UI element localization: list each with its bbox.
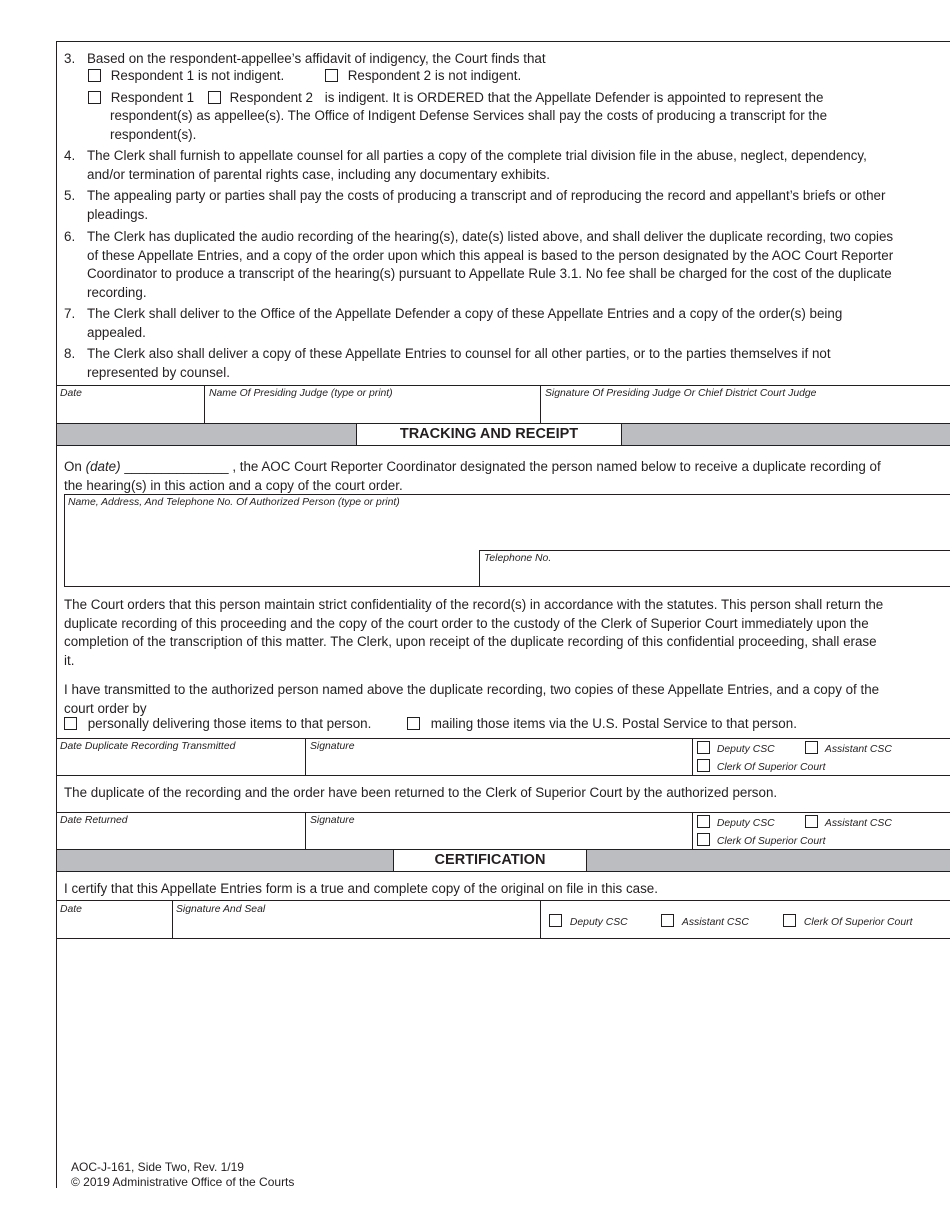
divider [540,900,541,938]
r2-indigent-checkbox[interactable] [208,91,221,104]
divider [64,494,65,586]
list-item-5 [64,187,894,224]
divider [172,900,173,938]
item-number: 3. [64,51,76,66]
divider [204,385,205,423]
certification-date-field[interactable]: Date [60,904,82,915]
item-text: Based on the respondent-appellee’s affidavit of indigency, the Court finds that [87,51,546,66]
item-text: The Clerk has duplicated the audio recording of the hearing(s), date(s) listed above, and shall deliver the duplicate recording, two copies of these Appellate Entries, and a copy of the order upon which this appeal is based to the person designated by the AOC Court Reporter Coordinator to produce a transcript of the hearing(s) pursuant to Appellate Rule 3.1. No fee shall be charged for the cost of the duplicate recording. [87,229,894,300]
cert-clerk-option[interactable] [783,914,912,929]
judge-name-field[interactable]: Name Of Presiding Judge (type or print) [209,388,393,399]
cert-deputy-csc-option[interactable] [549,914,628,929]
r2-not-indigent-option[interactable] [325,67,521,86]
item-number: 5. [64,188,76,203]
telephone-field[interactable]: Telephone No. [484,553,552,564]
deputy-csc-label: Deputy CSC [716,818,775,829]
indigent-text: is indigent. It is ORDERED that the Appellate Defender is appointed to represent the [324,90,824,105]
returned-paragraph: The duplicate of the recording and the order have been returned to the Clerk of Superior Court by the authorized person. [64,785,778,800]
list-item-6 [64,228,894,302]
list-item-8 [64,345,894,382]
clerk-label: Clerk Of Superior Court [716,762,826,773]
r1-indigent-label: Respondent 1 [110,90,195,105]
indigent-text-continued: respondent(s) as appellee(s). The Office of Indigent Defense Services shall pay the costs of producing a transcript for the respondent(s). [110,108,828,142]
assistant-csc-label: Assistant CSC [681,917,749,928]
judge-date-field[interactable]: Date [60,388,82,399]
assistant-csc-label: Assistant CSC [824,744,892,755]
designation-text: , the AOC Court Reporter Coordinator designated the person named below to receive a duplicate recording of the hearing(s) in this action and a copy of the court order. [64,459,881,493]
divider [692,738,693,775]
on-label: On [64,459,82,474]
transmitted-signature-field[interactable]: Signature [310,741,355,752]
list-item-4 [64,147,894,184]
assistant-csc-option[interactable] [805,741,892,756]
item-number: 8. [64,346,76,361]
divider [64,586,950,587]
personal-delivery-label: personally delivering those items to that person. [87,716,372,731]
deputy-csc-checkbox[interactable] [697,741,710,754]
assistant-csc-option[interactable] [805,815,892,830]
personal-delivery-option[interactable] [64,715,371,734]
item-text: The Clerk shall furnish to appellate counsel for all parties a copy of the complete trial division file in the abuse, neglect, dependency, and/or termination of parental rights case, including any documentary exhibits. [87,148,867,182]
r2-indigent-label: Respondent 2 [229,90,313,105]
assistant-csc-checkbox[interactable] [805,815,818,828]
item-text: The Clerk shall deliver to the Office of the Appellate Defender a copy of these Appellate Entries and a copy of the order(s) being appealed. [87,306,843,340]
clerk-label: Clerk Of Superior Court [803,917,913,928]
r1-not-indigent-option[interactable] [88,67,284,86]
form-id: AOC-J-161, Side Two, Rev. 1/19 [71,1160,244,1174]
divider [56,871,950,872]
divider [305,738,306,775]
deputy-csc-label: Deputy CSC [569,917,628,928]
list-item-7 [64,305,894,342]
r1-indigent-checkbox[interactable] [88,91,101,104]
copyright: © 2019 Administrative Office of the Courts [71,1175,295,1189]
mail-delivery-option[interactable] [407,715,797,734]
item-number: 4. [64,148,76,163]
clerk-option[interactable] [697,833,825,848]
assistant-csc-checkbox[interactable] [805,741,818,754]
clerk-checkbox[interactable] [783,914,796,927]
mail-delivery-checkbox[interactable] [407,717,420,730]
mail-delivery-label: mailing those items via the U.S. Postal Service to that person. [430,716,797,731]
divider [479,550,950,551]
authorized-person-field[interactable]: Name, Address, And Telephone No. Of Authorized Person (type or print) [68,497,400,508]
divider [692,812,693,849]
divider [540,385,541,423]
divider [56,738,950,739]
deputy-csc-label: Deputy CSC [716,744,775,755]
clerk-checkbox[interactable] [697,759,710,772]
divider [64,494,950,495]
r1-not-indigent-checkbox[interactable] [88,69,101,82]
divider [56,900,950,901]
date-returned-field[interactable]: Date Returned [60,815,128,826]
certification-paragraph: I certify that this Appellate Entries form is a true and complete copy of the original on file in this case. [64,881,658,896]
clerk-checkbox[interactable] [697,833,710,846]
designation-paragraph [64,458,894,495]
divider [479,550,480,586]
transmitted-paragraph: I have transmitted to the authorized person named above the duplicate recording, two copies of these Appellate Entries, and a copy of the court order by [64,682,880,716]
date-label: (date) [85,459,121,474]
certification-signature-field[interactable]: Signature And Seal [176,904,266,915]
top-border [56,41,950,42]
assistant-csc-label: Assistant CSC [824,818,892,829]
deputy-csc-option[interactable] [697,741,775,756]
certification-section-title: CERTIFICATION [393,850,587,871]
personal-delivery-checkbox[interactable] [64,717,77,730]
clerk-option[interactable] [697,759,825,774]
r1-not-indigent-label: Respondent 1 is not indigent. [110,68,285,83]
divider [56,938,950,939]
r2-not-indigent-checkbox[interactable] [325,69,338,82]
divider [56,775,950,776]
deputy-csc-checkbox[interactable] [697,815,710,828]
item-text: The Clerk also shall deliver a copy of these Appellate Entries to counsel for all other parties, or to the parties themselves if not represented by counsel. [87,346,831,380]
divider [305,812,306,849]
r2-not-indigent-label: Respondent 2 is not indigent. [347,68,522,83]
indigent-row [88,89,888,108]
clerk-label: Clerk Of Superior Court [716,836,826,847]
item-number: 7. [64,306,76,321]
divider [56,812,950,813]
date-blank[interactable]: ______________ [124,459,229,474]
assistant-csc-checkbox[interactable] [661,914,674,927]
item-number: 6. [64,229,76,244]
left-border [56,41,57,1188]
cert-assistant-csc-option[interactable] [661,914,749,929]
item-text: The appealing party or parties shall pay the costs of producing a transcript and of reproducing the record and appellant’s briefs or other pleadings. [87,188,886,222]
list-item-3 [64,50,894,69]
deputy-csc-checkbox[interactable] [549,914,562,927]
tracking-section-title: TRACKING AND RECEIPT [356,424,622,445]
deputy-csc-option[interactable] [697,815,775,830]
date-transmitted-field[interactable]: Date Duplicate Recording Transmitted [60,741,236,752]
confidentiality-paragraph: The Court orders that this person maintain strict confidentiality of the record(s) in accordance with the statutes. This person shall return the duplicate recording of this proceeding and the copy of the court order to the custody of the Clerk of Superior Court immediately upon the completion of the transcription of this matter. The Clerk, upon receipt of the duplicate recording of this confidential proceeding, shall erase it. [64,597,884,668]
judge-signature-field[interactable]: Signature Of Presiding Judge Or Chief District Court Judge [545,388,817,399]
divider [56,385,950,386]
divider [56,445,950,446]
returned-signature-field[interactable]: Signature [310,815,355,826]
